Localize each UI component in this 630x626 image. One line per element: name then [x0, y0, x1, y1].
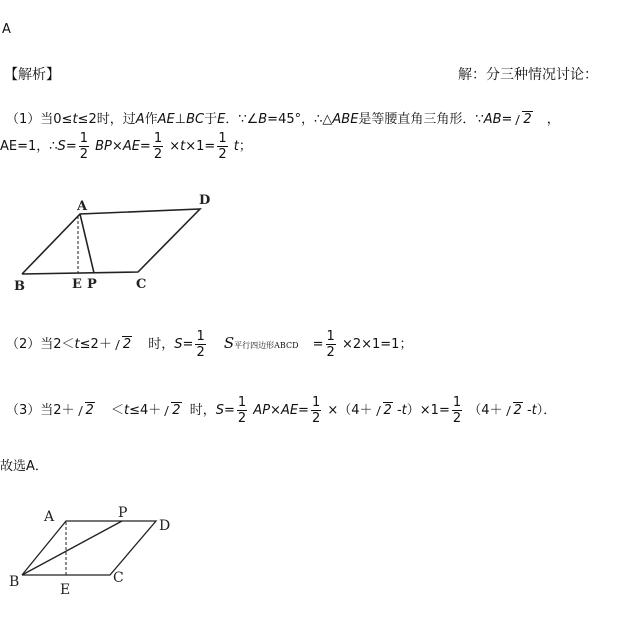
label-A: A: [44, 509, 55, 525]
fraction-half: $\frac{1}{2}$: [79, 131, 88, 162]
fraction-half: $\frac{1}{2}$: [452, 395, 462, 426]
label-B: B: [14, 279, 25, 294]
fraction-half: $\frac{1}{2}$: [311, 395, 321, 426]
label-C: C: [113, 570, 124, 586]
label-D: D: [159, 518, 171, 534]
figure-parallelogram-2: [0, 500, 200, 600]
figure-parallelogram-1: [0, 188, 230, 298]
label-C: C: [136, 277, 147, 292]
fraction-half: $\frac{1}{2}$: [218, 131, 227, 162]
sqrt-2: 2: [513, 111, 532, 127]
label-P: P: [87, 277, 97, 292]
sqrt-2: 2: [162, 402, 181, 418]
answer-mark: A: [2, 22, 11, 37]
sqrt-2: 2: [504, 402, 523, 418]
segment-AP: [80, 214, 94, 273]
sqrt-2: 2: [113, 336, 132, 352]
parallelogram-outline: [22, 209, 200, 274]
label-A: A: [77, 199, 88, 214]
label-E: E: [60, 582, 71, 598]
label-D: D: [199, 193, 211, 208]
fraction-half: $\frac{1}{2}$: [153, 131, 163, 162]
analysis-label: 【解析】: [4, 67, 60, 83]
case1-line1: （1）当0≤t≤2时，过A作AE⊥BC于E．∵∠B=45°，∴△ABE是等腰直角三角形．∵AB= 2 ，: [6, 112, 560, 127]
parallelogram-outline: [22, 521, 156, 575]
solution-intro: 解：分三种情况讨论：: [458, 67, 598, 83]
case1-line2: AE=1，∴S= $\frac{1}{2}$ BP×AE= $\frac{1}{2}$ ×t×1= $\frac{1}{2}$ t；: [0, 131, 252, 162]
label-B: B: [9, 574, 20, 590]
case2-line: （2）当2＜t≤2＋ 2 时，S= $\frac{1}{2}$ S平行四边形ABCD = $\frac{1}{2}$ ×2×1=1；: [6, 329, 413, 360]
sqrt-2: 2: [76, 402, 95, 418]
case3-line: （3）当2＋ 2 ＜t≤4＋ 2 时，S= $\frac{1}{2}$ AP×AE= $\frac{1}{2}$ ×（4＋ 2 -t）×1= $\frac{1}{2}$ （4＋ 2 -t）．: [6, 395, 557, 426]
sqrt-2: 2: [374, 402, 393, 418]
label-E: E: [72, 277, 82, 292]
fraction-half: $\frac{1}{2}$: [237, 395, 247, 426]
segment-BP: [22, 521, 122, 575]
fraction-half: $\frac{1}{2}$: [196, 329, 205, 360]
fraction-half: $\frac{1}{2}$: [326, 329, 335, 360]
label-P: P: [118, 505, 128, 521]
conclusion: 故选A．: [0, 459, 48, 474]
subscript-parallelogram: 平行四边形ABCD: [234, 341, 299, 350]
